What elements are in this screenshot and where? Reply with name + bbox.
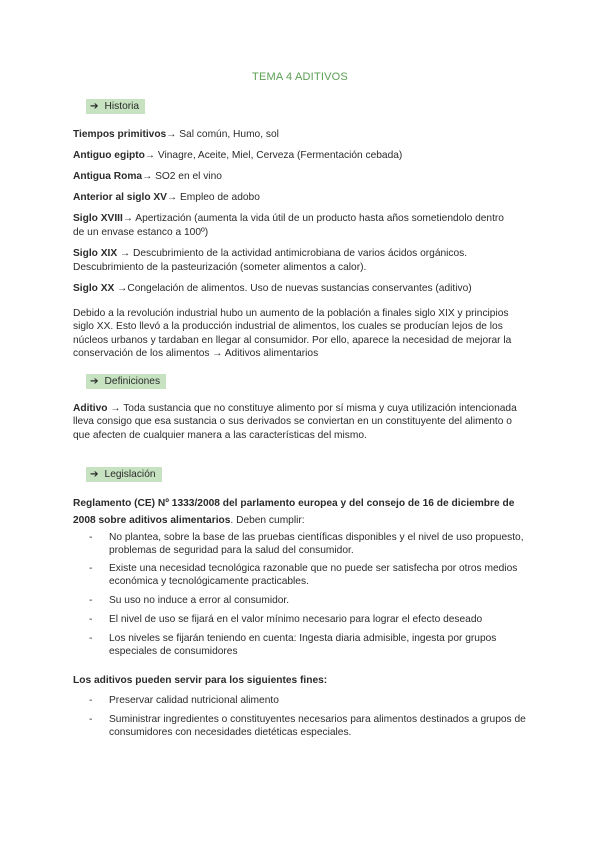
history-paragraph: Debido a la revolución industrial hubo un aumento de la población a finales siglo XIX y principios siglo XX. Esto llevó a la producción industrial de alimentos, los cuales se producían lejos de los núcleos urbanos y tardaban en llegar al consumidor. Por ello, aparece la necesidad de mejorar la conservación de los alimentos → Aditivos alimentarios [73, 308, 512, 360]
section-heading-label: Definiciones [104, 376, 161, 387]
document-page: TEMA 4 ADITIVOS ➔ Historia Tiempos primitivos→ Sal común, Humo, sol Antiguo egipto→ Vinagre, Aceite, Miel, Cerveza (Fermentación cebada) Antigua Roma→ SO2 en el vino Anterior al siglo XV→ Empleo de adobo Siglo XVIII→ Apertización (aumenta la vida útil de un producto hasta años sometiendolo dentro de un envase estanco a 100º) Siglo XIX → Descubrimiento de la actividad antimicrobiana de varios ácidos orgánicos. Descubrimiento de la pasteurización (someter alimentos a calor). Siglo XX →Congelación de alimentos. Uso de nuevas sustancias conservantes (aditivo) Debido a la revolución industrial hubo un aumento de la población a finales siglo XIX y principios siglo XX. Esto llevó a la producción industrial de alimentos, los cuales se producían lejos de los núcleos urbanos y tardaban en llegar al consumidor. Por ello, aparece la necesidad de mejorar la conservación de los alimentos → Aditivos alimentarios ➔ Definiciones Aditivo → Toda sustancia que no constituye alimento por sí misma y cuya utilización intencionada lleva consigo que esa sustancia o sus derivados se conviertan en un constituyente del alimento o que afecten de cualquier manera a las características del mismo. ➔ Legislación Reglamento (CE) Nº 1333/2008 del parlamento europea y del consejo de 16 de diciembre de 2008 sobre aditivos alimentarios. Deben cumplir: - No plantea, sobre la base de las pruebas científicas disponibles y el nivel de uso propuesto, problemas de seguridad para la salud del consumidor. - Existe una necesidad tecnológica razonable que no puede ser satisfecha por otros medios económica y tecnológicamente practicables. - Su uso no induce a error al consumidor. - El nivel de uso se fijará en el valor mínimo necesario para lograr el efecto deseado - Los niveles se fijarán teniendo en cuenta: Ingesta diaria admisible, ingesta por grupos especiales de consumidores Los aditivos pueden servir para los siguientes fines: - Preservar calidad nutricional alimento - Suministrar ingredientes o constituyentes necesarios para alimentos destinados a grupos de consumidores con necesidades dietéticas especiales. [0, 0, 600, 848]
section-heading-label: Historia [104, 101, 140, 112]
history-item: Anterior al siglo XV→ Empleo de adobo [73, 192, 260, 203]
section-heading-label: Legislación [104, 469, 156, 480]
definition-aditivo: Aditivo → Toda sustancia que no constituye alimento por sí misma y cuya utilización intencionada lleva consigo que esa sustancia o sus derivados se conviertan en un constituyente del alimento o que afecten de cualquier manera a las características del mismo. [73, 403, 517, 441]
history-item: Siglo XVIII→ Apertización (aumenta la vida útil de un producto hasta años sometiendolo dentro de un envase estanco a 100º) [73, 213, 504, 238]
arrow-icon: ➔ [90, 101, 99, 112]
history-item: Siglo XX →Congelación de alimentos. Uso de nuevas sustancias conservantes (aditivo) [73, 283, 472, 294]
history-item: Antigua Roma→ SO2 en el vino [73, 171, 222, 182]
history-item: Siglo XIX → Descubrimiento de la actividad antimicrobiana de varios ácidos orgánicos. Descubrimiento de la pasteurización (someter alimentos a calor). [73, 248, 468, 273]
section-heading-historia [86, 99, 145, 114]
purposes-heading: Los aditivos pueden servir para los siguientes fines: [73, 675, 328, 686]
history-item: Antiguo egipto→ Vinagre, Aceite, Miel, Cerveza (Fermentación cebada) [73, 150, 403, 161]
arrow-icon: ➔ [90, 469, 99, 480]
regulation-paragraph: Reglamento (CE) Nº 1333/2008 del parlamento europea y del consejo de 16 de diciembre de 2008 sobre aditivos alimentarios. Deben cumplir: [73, 498, 515, 526]
section-heading-legislacion [86, 467, 162, 482]
arrow-icon: ➔ [90, 376, 99, 387]
page-title: TEMA 4 ADITIVOS [252, 71, 348, 83]
history-item: Tiempos primitivos→ Sal común, Humo, sol [73, 129, 279, 140]
section-heading-definiciones [86, 374, 166, 389]
